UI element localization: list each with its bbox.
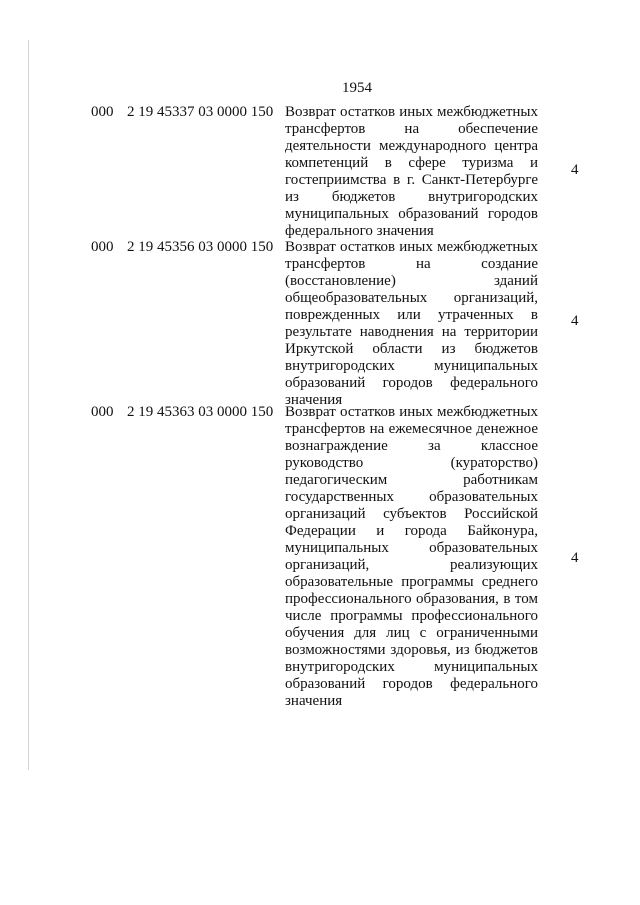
admin-code: 000: [91, 104, 114, 120]
row-description: Возврат остатков иных межбюджетных трансфертов на ежемесячное денежное вознаграждение за классное руководство (кураторство) педагогическим работникам государственных образовательных организаций субъектов Российской Федерации и города Байконура, муниципальных образовательных организаций, реализующих образовательные программы среднего профессионального образования, в том числе программы профессионального обучения для лиц с ограниченными возможностями здоровья, из бюджетов внутригородских муниципальных образований городов федерального значения: [285, 404, 538, 709]
budget-classification-code: 2 19 45356 03 0000 150: [127, 239, 274, 255]
budget-classification-code: 2 19 45363 03 0000 150: [127, 404, 274, 420]
page-number: 1954: [342, 80, 372, 96]
row-description: Возврат остатков иных межбюджетных трансфертов на обеспечение деятельности международного центра компетенций в сфере туризма и гостеприимства в г. Санкт-Петербурге из бюджетов внутригородских муниципальных образований городов федерального значения: [285, 104, 538, 239]
row-amount: 4: [571, 313, 579, 329]
admin-code: 000: [91, 239, 114, 255]
budget-classification-code: 2 19 45337 03 0000 150: [127, 104, 274, 120]
row-amount: 4: [571, 550, 579, 566]
row-amount: 4: [571, 162, 579, 178]
row-description: Возврат остатков иных межбюджетных трансфертов на создание (восстановление) зданий общеобразовательных организаций, поврежденных или утраченных в результате наводнения на территории Иркутской области из бюджетов внутригородских муниципальных образований городов федерального значения: [285, 239, 538, 408]
admin-code: 000: [91, 404, 114, 420]
scan-edge-line: [28, 40, 29, 770]
